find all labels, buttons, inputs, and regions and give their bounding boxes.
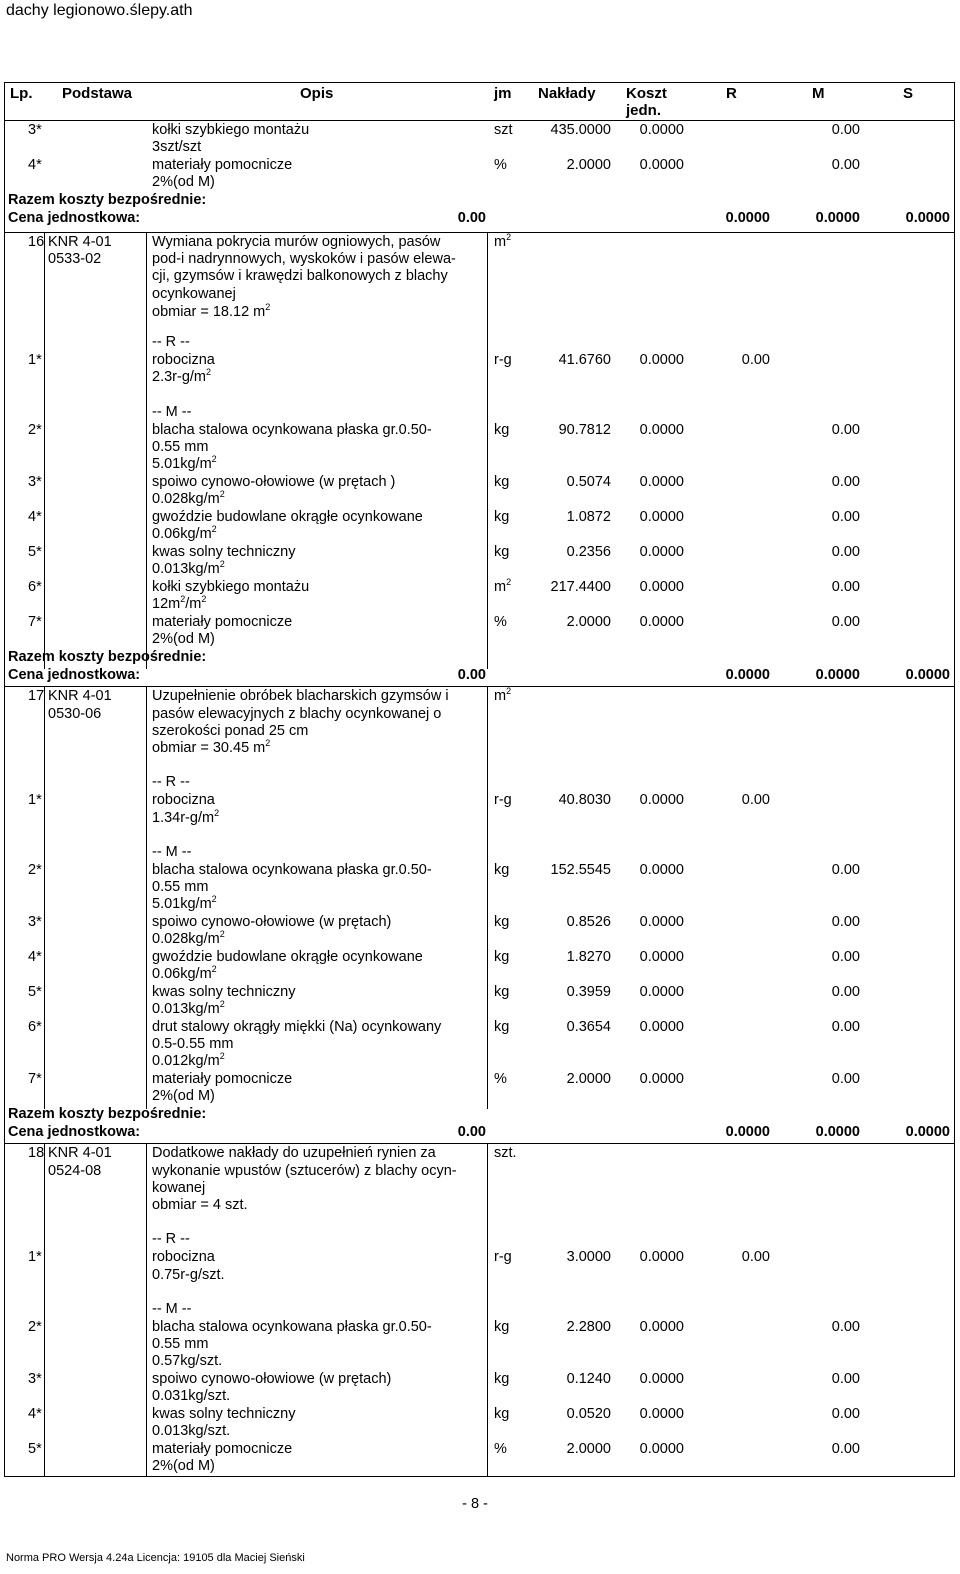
row-jm: kg bbox=[494, 1319, 510, 1335]
col-divider bbox=[44, 1143, 45, 1477]
row-opis: spoiwo cynowo-ołowiowe (w prętach) bbox=[152, 914, 392, 930]
row-norm: $1.34r-g/m^2$ bbox=[152, 808, 220, 826]
row-naklady: 41.6760 bbox=[558, 352, 611, 368]
row-naklady: 0.3959 bbox=[566, 984, 611, 1000]
cena-total: 0.00 bbox=[457, 1124, 486, 1140]
row-opis-cont: 0.55 mm bbox=[152, 1336, 209, 1352]
row-opis: kołki szybkiego montażu bbox=[152, 122, 310, 138]
row-jm: kg bbox=[494, 544, 510, 560]
row-naklady: 2.0000 bbox=[566, 157, 611, 173]
cena-label: Cena jednostkowa: bbox=[8, 210, 141, 226]
row-r-value: 0.00 bbox=[741, 1249, 770, 1265]
row-naklady: 2.0000 bbox=[566, 1071, 611, 1087]
cena-s: 0.0000 bbox=[905, 1124, 950, 1140]
col-header-koszt-jedn: jedn. bbox=[626, 102, 662, 119]
row-opis: drut stalowy okrągły miękki (Na) ocynkowany bbox=[152, 1019, 442, 1035]
row-m-value: 0.00 bbox=[831, 422, 860, 438]
col-divider bbox=[487, 1143, 488, 1477]
row-lp: 3* bbox=[28, 122, 42, 138]
col-header-s: S bbox=[903, 85, 914, 102]
col-header-jm: jm bbox=[494, 85, 512, 102]
razem-label: Razem koszty bezpośrednie: bbox=[8, 649, 207, 665]
row-koszt: 0.0000 bbox=[639, 1319, 684, 1335]
row-naklady: 0.3654 bbox=[566, 1019, 611, 1035]
col-header-opis: Opis bbox=[300, 85, 334, 102]
page-number: - 8 - bbox=[462, 1496, 488, 1512]
row-m-value: 0.00 bbox=[831, 614, 860, 630]
table-left-border bbox=[4, 82, 5, 1477]
entry-podstawa: KNR 4-01 bbox=[48, 1145, 112, 1161]
row-jm: kg bbox=[494, 474, 510, 490]
row-norm: $5.01kg/m^2$ bbox=[152, 454, 217, 472]
row-norm: 0.013kg/szt. bbox=[152, 1423, 231, 1439]
row-norm: $0.06kg/m^2$ bbox=[152, 524, 217, 542]
table-right-border bbox=[954, 82, 955, 1477]
row-m-value: 0.00 bbox=[831, 984, 860, 1000]
row-norm: $0.012kg/m^2$ bbox=[152, 1051, 225, 1069]
col-divider bbox=[44, 232, 45, 669]
row-naklady: 2.2800 bbox=[566, 1319, 611, 1335]
row-norm: $5.01kg/m^2$ bbox=[152, 894, 217, 912]
row-opis: kołki szybkiego montażu bbox=[152, 579, 310, 595]
entry-obmiar: obmiar = 4 szt. bbox=[152, 1197, 248, 1213]
row-r-value: 0.00 bbox=[741, 352, 770, 368]
row-koszt: 0.0000 bbox=[639, 1019, 684, 1035]
row-lp: 1* bbox=[28, 792, 42, 808]
entry-jm: $m^2$ bbox=[494, 232, 512, 250]
row-koszt: 0.0000 bbox=[639, 157, 684, 173]
row-opis: materiały pomocnicze bbox=[152, 1441, 293, 1457]
row-m-value: 0.00 bbox=[831, 544, 860, 560]
row-norm: $0.013kg/m^2$ bbox=[152, 559, 225, 577]
row-koszt: 0.0000 bbox=[639, 509, 684, 525]
row-norm: $0.028kg/m^2$ bbox=[152, 489, 225, 507]
entry-number: 17 bbox=[28, 688, 45, 704]
entry-jm: $m^2$ bbox=[494, 686, 512, 704]
row-koszt: 0.0000 bbox=[639, 792, 684, 808]
r-marker: -- R -- bbox=[152, 774, 190, 790]
row-koszt: 0.0000 bbox=[639, 544, 684, 560]
row-norm: $0.013kg/m^2$ bbox=[152, 999, 225, 1017]
row-opis: gwoździe budowlane okrągłe ocynkowane bbox=[152, 509, 423, 525]
cena-m: 0.0000 bbox=[815, 210, 860, 226]
row-lp: 2* bbox=[28, 422, 42, 438]
row-koszt: 0.0000 bbox=[639, 1371, 684, 1387]
row-jm: kg bbox=[494, 914, 510, 930]
r-marker: -- R -- bbox=[152, 334, 190, 350]
entry-desc-line: Wymiana pokrycia murów ogniowych, pasów bbox=[152, 234, 441, 250]
row-norm: $0.028kg/m^2$ bbox=[152, 929, 225, 947]
row-opis: blacha stalowa ocynkowana płaska gr.0.50- bbox=[152, 422, 432, 438]
row-lp: 5* bbox=[28, 984, 42, 1000]
row-norm: 2%(od M) bbox=[152, 1088, 215, 1104]
row-opis: materiały pomocnicze bbox=[152, 1071, 293, 1087]
row-norm: 0.75r-g/szt. bbox=[152, 1267, 225, 1283]
row-jm: kg bbox=[494, 1371, 510, 1387]
row-koszt: 0.0000 bbox=[639, 862, 684, 878]
row-jm: kg bbox=[494, 1406, 510, 1422]
row-opis: spoiwo cynowo-ołowiowe (w prętach ) bbox=[152, 474, 396, 490]
row-jm: r-g bbox=[494, 352, 512, 368]
col-header-m: M bbox=[812, 85, 825, 102]
col-divider bbox=[146, 1143, 147, 1477]
cena-s: 0.0000 bbox=[905, 210, 950, 226]
entry-podstawa-code: 0524-08 bbox=[48, 1163, 102, 1179]
row-norm: $2.3r-g/m^2$ bbox=[152, 367, 212, 385]
row-jm: kg bbox=[494, 862, 510, 878]
row-jm: kg bbox=[494, 422, 510, 438]
row-naklady: 0.2356 bbox=[566, 544, 611, 560]
row-jm: % bbox=[494, 1071, 507, 1087]
col-divider bbox=[44, 686, 45, 1109]
cena-label: Cena jednostkowa: bbox=[8, 1124, 141, 1140]
row-naklady: 152.5545 bbox=[550, 862, 611, 878]
row-m-value: 0.00 bbox=[831, 949, 860, 965]
row-opis: kwas solny techniczny bbox=[152, 544, 296, 560]
row-r-value: 0.00 bbox=[741, 792, 770, 808]
row-opis-cont: 0.55 mm bbox=[152, 879, 209, 895]
row-jm: kg bbox=[494, 984, 510, 1000]
cena-r: 0.0000 bbox=[725, 210, 770, 226]
entry-desc-line: kowanej bbox=[152, 1180, 206, 1196]
entry-number: 16 bbox=[28, 234, 45, 250]
row-m-value: 0.00 bbox=[831, 1019, 860, 1035]
entry-podstawa-code: 0533-02 bbox=[48, 251, 102, 267]
row-naklady: 217.4400 bbox=[550, 579, 611, 595]
row-jm: % bbox=[494, 1441, 507, 1457]
row-opis-cont: 0.5-0.55 mm bbox=[152, 1036, 234, 1052]
entry-desc-line: pod-i nadrynnowych, wyskoków i pasów elewa- bbox=[152, 251, 456, 267]
row-m-value: 0.00 bbox=[831, 474, 860, 490]
entry-desc-line: Dodatkowe nakłady do uzupełnień rynien za bbox=[152, 1145, 436, 1161]
row-lp: 6* bbox=[28, 579, 42, 595]
entry-number: 18 bbox=[28, 1145, 45, 1161]
row-lp: 5* bbox=[28, 1441, 42, 1457]
row-lp: 7* bbox=[28, 1071, 42, 1087]
row-naklady: 0.0520 bbox=[566, 1406, 611, 1422]
row-opis: robocizna bbox=[152, 792, 215, 808]
row-naklady: 3.0000 bbox=[566, 1249, 611, 1265]
site-header: dachy legionowo.ślepy.ath bbox=[6, 2, 193, 19]
entry-podstawa: KNR 4-01 bbox=[48, 688, 112, 704]
row-norm: 3szt/szt bbox=[152, 139, 202, 155]
row-koszt: 0.0000 bbox=[639, 1071, 684, 1087]
row-koszt: 0.0000 bbox=[639, 1406, 684, 1422]
row-lp: 6* bbox=[28, 1019, 42, 1035]
row-lp: 1* bbox=[28, 352, 42, 368]
row-koszt: 0.0000 bbox=[639, 984, 684, 1000]
col-header-koszt: Koszt bbox=[626, 85, 667, 102]
entry-desc-line: Uzupełnienie obróbek blacharskich gzymsów i bbox=[152, 688, 449, 704]
entry-desc-line: ocynkowanej bbox=[152, 286, 236, 302]
row-naklady: 40.8030 bbox=[558, 792, 611, 808]
row-lp: 1* bbox=[28, 1249, 42, 1265]
row-lp: 4* bbox=[28, 1406, 42, 1422]
cena-m: 0.0000 bbox=[815, 667, 860, 683]
row-opis: kwas solny techniczny bbox=[152, 1406, 296, 1422]
razem-label: Razem koszty bezpośrednie: bbox=[8, 192, 207, 208]
row-koszt: 0.0000 bbox=[639, 474, 684, 490]
cena-total: 0.00 bbox=[457, 667, 486, 683]
row-m-value: 0.00 bbox=[831, 157, 860, 173]
row-koszt: 0.0000 bbox=[639, 1249, 684, 1265]
row-jm: szt bbox=[494, 122, 513, 138]
entry-jm: szt. bbox=[494, 1145, 517, 1161]
row-opis: robocizna bbox=[152, 1249, 215, 1265]
row-koszt: 0.0000 bbox=[639, 949, 684, 965]
row-norm: 0.031kg/szt. bbox=[152, 1388, 231, 1404]
cena-total: 0.00 bbox=[457, 210, 486, 226]
row-jm: r-g bbox=[494, 792, 512, 808]
entry-desc-line: wykonanie wpustów (sztucerów) z blachy ocyn- bbox=[152, 1163, 457, 1179]
row-norm: 2%(od M) bbox=[152, 1458, 215, 1474]
row-naklady: 0.1240 bbox=[566, 1371, 611, 1387]
entry-desc-line: szerokości ponad 25 cm bbox=[152, 723, 309, 739]
row-opis-cont: 0.55 mm bbox=[152, 439, 209, 455]
m-marker: -- M -- bbox=[152, 404, 192, 420]
entry-obmiar: obmiar = 18.12 $m^2$ bbox=[152, 302, 271, 320]
row-m-value: 0.00 bbox=[831, 1319, 860, 1335]
razem-label: Razem koszty bezpośrednie: bbox=[8, 1106, 207, 1122]
row-koszt: 0.0000 bbox=[639, 122, 684, 138]
col-divider bbox=[146, 686, 147, 1109]
row-koszt: 0.0000 bbox=[639, 422, 684, 438]
row-lp: 2* bbox=[28, 862, 42, 878]
table-top-border bbox=[4, 82, 955, 83]
col-header-r: R bbox=[726, 85, 737, 102]
row-m-value: 0.00 bbox=[831, 122, 860, 138]
r-marker: -- R -- bbox=[152, 1231, 190, 1247]
entry-podstawa: KNR 4-01 bbox=[48, 234, 112, 250]
row-norm: $0.06kg/m^2$ bbox=[152, 964, 217, 982]
footer-license: Norma PRO Wersja 4.24a Licencja: 19105 dla Maciej Sieński bbox=[6, 1552, 305, 1564]
row-norm: 2%(od M) bbox=[152, 631, 215, 647]
row-lp: 4* bbox=[28, 509, 42, 525]
col-header-naklady: Nakłady bbox=[538, 85, 596, 102]
row-m-value: 0.00 bbox=[831, 1441, 860, 1457]
row-naklady: 2.0000 bbox=[566, 1441, 611, 1457]
row-m-value: 0.00 bbox=[831, 509, 860, 525]
row-m-value: 0.00 bbox=[831, 914, 860, 930]
row-opis: spoiwo cynowo-ołowiowe (w prętach) bbox=[152, 1371, 392, 1387]
row-m-value: 0.00 bbox=[831, 579, 860, 595]
row-lp: 7* bbox=[28, 614, 42, 630]
row-jm: kg bbox=[494, 949, 510, 965]
row-lp: 3* bbox=[28, 474, 42, 490]
header-bottom-border bbox=[4, 120, 955, 121]
row-m-value: 0.00 bbox=[831, 1406, 860, 1422]
row-jm: $m^2$ bbox=[494, 577, 512, 595]
row-lp: 3* bbox=[28, 914, 42, 930]
row-naklady: 2.0000 bbox=[566, 614, 611, 630]
row-lp: 2* bbox=[28, 1319, 42, 1335]
row-norm: $12m^2/m^2$ bbox=[152, 594, 207, 612]
row-opis: materiały pomocnicze bbox=[152, 614, 293, 630]
row-opis: blacha stalowa ocynkowana płaska gr.0.50- bbox=[152, 862, 432, 878]
cena-m: 0.0000 bbox=[815, 1124, 860, 1140]
row-jm: kg bbox=[494, 509, 510, 525]
row-koszt: 0.0000 bbox=[639, 579, 684, 595]
col-header-podstawa: Podstawa bbox=[62, 85, 133, 102]
row-jm: % bbox=[494, 157, 507, 173]
row-m-value: 0.00 bbox=[831, 1071, 860, 1087]
row-m-value: 0.00 bbox=[831, 1371, 860, 1387]
m-marker: -- M -- bbox=[152, 844, 192, 860]
col-divider bbox=[487, 232, 488, 669]
entry-podstawa-code: 0530-06 bbox=[48, 706, 102, 722]
col-divider bbox=[146, 232, 147, 669]
row-lp: 5* bbox=[28, 544, 42, 560]
row-jm: % bbox=[494, 614, 507, 630]
row-norm: 0.57kg/szt. bbox=[152, 1353, 223, 1369]
entry-desc-line: pasów elewacyjnych z blachy ocynkowanej o bbox=[152, 706, 442, 722]
m-marker: -- M -- bbox=[152, 1301, 192, 1317]
row-opis: materiały pomocnicze bbox=[152, 157, 293, 173]
row-opis: kwas solny techniczny bbox=[152, 984, 296, 1000]
row-naklady: 1.8270 bbox=[566, 949, 611, 965]
row-naklady: 90.7812 bbox=[558, 422, 611, 438]
row-naklady: 0.5074 bbox=[566, 474, 611, 490]
cena-r: 0.0000 bbox=[725, 667, 770, 683]
row-koszt: 0.0000 bbox=[639, 614, 684, 630]
row-koszt: 0.0000 bbox=[639, 914, 684, 930]
row-jm: r-g bbox=[494, 1249, 512, 1265]
row-m-value: 0.00 bbox=[831, 862, 860, 878]
row-jm: kg bbox=[494, 1019, 510, 1035]
row-naklady: 1.0872 bbox=[566, 509, 611, 525]
entry-desc-line: cji, gzymsów i krawędzi balkonowych z blachy bbox=[152, 268, 448, 284]
row-koszt: 0.0000 bbox=[639, 1441, 684, 1457]
row-lp: 4* bbox=[28, 157, 42, 173]
row-opis: gwoździe budowlane okrągłe ocynkowane bbox=[152, 949, 423, 965]
cena-label: Cena jednostkowa: bbox=[8, 667, 141, 683]
row-lp: 3* bbox=[28, 1371, 42, 1387]
col-header-lp: Lp. bbox=[10, 85, 33, 102]
cena-r: 0.0000 bbox=[725, 1124, 770, 1140]
row-lp: 4* bbox=[28, 949, 42, 965]
row-naklady: 435.0000 bbox=[550, 122, 611, 138]
row-opis: blacha stalowa ocynkowana płaska gr.0.50- bbox=[152, 1319, 432, 1335]
row-divider bbox=[4, 232, 955, 233]
cena-s: 0.0000 bbox=[905, 667, 950, 683]
col-divider bbox=[487, 686, 488, 1109]
row-koszt: 0.0000 bbox=[639, 352, 684, 368]
row-naklady: 0.8526 bbox=[566, 914, 611, 930]
entry-obmiar: obmiar = 30.45 $m^2$ bbox=[152, 738, 271, 756]
row-norm: 2%(od M) bbox=[152, 174, 215, 190]
row-opis: robocizna bbox=[152, 352, 215, 368]
